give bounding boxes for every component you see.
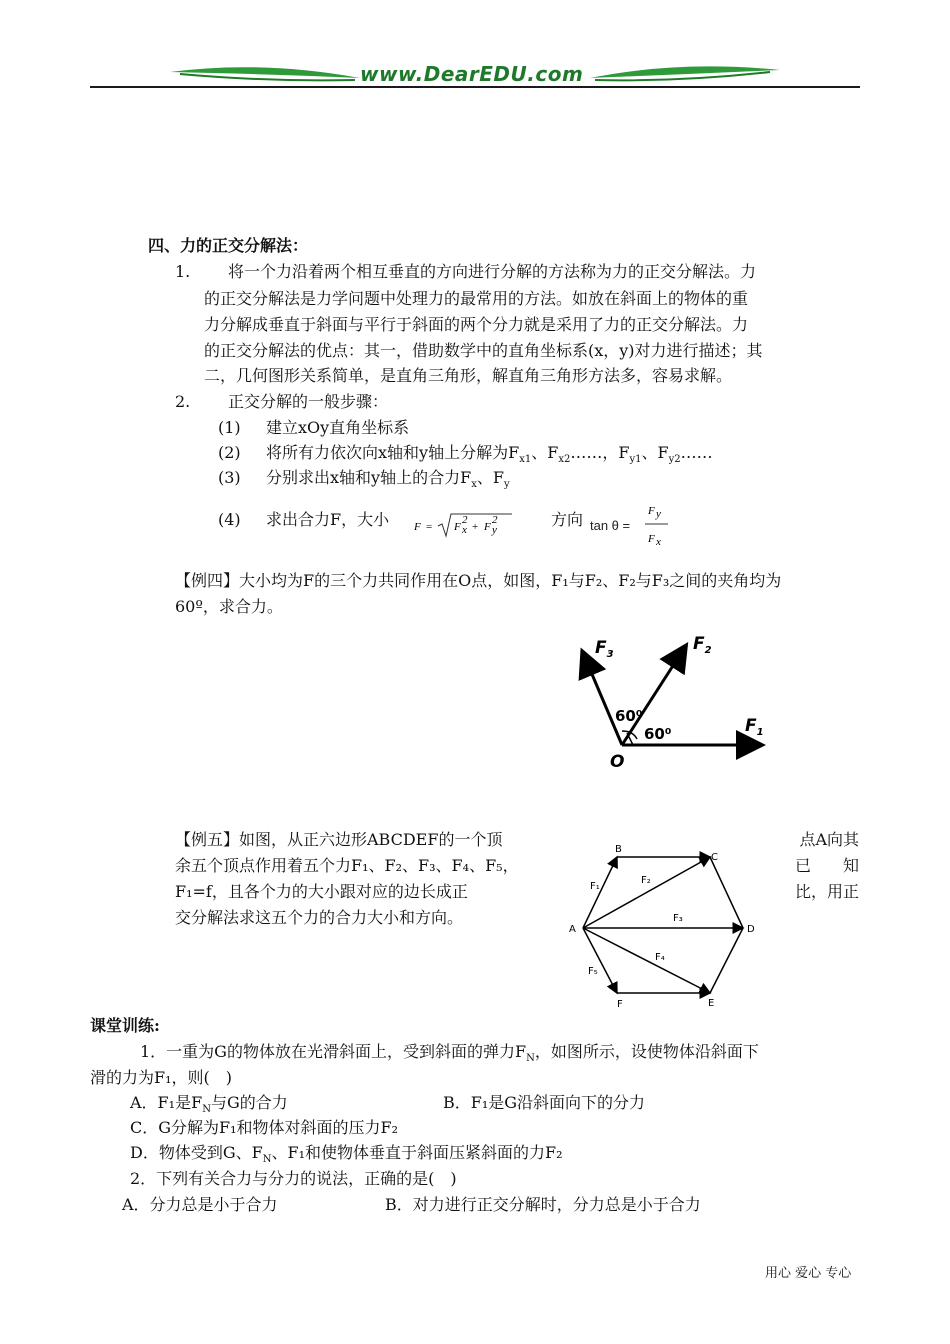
hexagon-diagram-example5 bbox=[565, 840, 765, 1010]
svg-text:2: 2 bbox=[492, 514, 498, 526]
item1-line2: 的正交分解法是力学问题中处理力的最常用的方法。如放在斜面上的物体的重 bbox=[204, 289, 749, 308]
origin-label: O bbox=[610, 752, 625, 772]
q2-option-a: A．分力总是小于合力 bbox=[122, 1195, 278, 1214]
svg-text:F: F bbox=[648, 505, 655, 517]
f2-label: $F_2$ bbox=[693, 634, 712, 656]
edge-cd bbox=[710, 857, 743, 928]
f1-arrow bbox=[583, 857, 617, 928]
example5-right-line3: 比，用正 bbox=[794, 882, 859, 901]
step1-number: (1) bbox=[218, 418, 241, 437]
vertex-a: A bbox=[569, 924, 576, 935]
force-diagram-example4 bbox=[575, 625, 775, 775]
section-title: 四、力的正交分解法： bbox=[148, 236, 309, 255]
header-leaf-left bbox=[170, 62, 360, 86]
item1-line4: 的正交分解法的优点：其一，借助数学中的直角坐标系(x，y)对力进行描述；其 bbox=[204, 341, 763, 360]
svg-text:y: y bbox=[656, 508, 661, 520]
svg-text:x: x bbox=[462, 524, 467, 536]
svg-text:=: = bbox=[426, 521, 433, 533]
label-f4: F₄ bbox=[655, 952, 665, 963]
label-f2: F₂ bbox=[641, 875, 651, 886]
step2-number: (2) bbox=[218, 443, 241, 462]
site-logo: www.DearEDU.com bbox=[360, 62, 584, 86]
f3-arrow bbox=[583, 653, 622, 745]
step1-text: 建立xOy直角坐标系 bbox=[266, 418, 410, 437]
step3-number: (3) bbox=[218, 468, 241, 487]
vertex-d: D bbox=[747, 924, 755, 935]
step4-text: 求出合力F，大小 bbox=[266, 510, 390, 529]
step2-text: 将所有力依次向x轴和y轴上分解为$F_{x1}$、$F_{x2}\dots\dots$，$F_{y1}$、$F_{y2}\dots\dots$ bbox=[266, 443, 713, 466]
footer-motto: 用心 爱心 专心 bbox=[765, 1266, 852, 1281]
q1-option-c: C．G分解为F₁和物体对斜面的压力F₂ bbox=[130, 1118, 399, 1137]
step3-text: 分别求出x轴和y轴上的合力$F_x$、$F_y$ bbox=[266, 468, 510, 491]
q1-option-a: A．F₁是$F_N$与G的合力 bbox=[130, 1093, 288, 1116]
item1-line3: 力分解成垂直于斜面与平行于斜面的两个分力就是采用了力的正交分解法。力 bbox=[204, 315, 749, 334]
q1-line2: 滑的力为F₁，则( ) bbox=[90, 1068, 233, 1087]
f2-arrow bbox=[583, 857, 710, 928]
example5-left-line2: 余五个顶点作用着五个力F₁、F₂、F₃、F₄、F₅， bbox=[175, 856, 519, 875]
vertex-f: F bbox=[617, 999, 623, 1010]
svg-text:2: 2 bbox=[462, 514, 468, 526]
edge-de bbox=[710, 928, 743, 993]
q1-option-d: D．物体受到G、$F_N$、F₁和使物体垂直于斜面压紧斜面的力F₂ bbox=[130, 1143, 563, 1166]
q2-option-b: B．对力进行正交分解时，分力总是小于合力 bbox=[385, 1195, 701, 1214]
example5-left-line1: 【例五】如图，从正六边形ABCDEF的一个顶 bbox=[175, 830, 503, 849]
example4-line1: 【例四】大小均为F的三个力共同作用在O点，如图，F₁与F₂、F₂与F₃之间的夹角均为 bbox=[175, 571, 782, 590]
q1-option-b: B．F₁是G沿斜面向下的分力 bbox=[443, 1093, 646, 1112]
f5-arrow bbox=[583, 928, 617, 993]
f4-arrow bbox=[583, 928, 710, 993]
magnitude-formula bbox=[412, 510, 517, 542]
item1-line1: 将一个力沿着两个相互垂直的方向进行分解的方法称为力的正交分解法。力 bbox=[228, 262, 757, 281]
angle-label-1: 60⁰ bbox=[615, 707, 643, 725]
item2-text: 正交分解的一般步骤： bbox=[228, 392, 389, 411]
label-f5: F₅ bbox=[588, 966, 598, 977]
svg-text:F: F bbox=[454, 521, 461, 533]
q2-stem: 2．下列有关合力与分力的说法，正确的是( ) bbox=[130, 1169, 457, 1188]
step4-number: (4) bbox=[218, 510, 241, 529]
svg-text:F: F bbox=[484, 521, 491, 533]
header-leaf-right bbox=[590, 62, 780, 86]
vertex-e: E bbox=[708, 998, 715, 1009]
angle-label-2: 60⁰ bbox=[644, 725, 672, 743]
vertex-b: B bbox=[615, 844, 622, 855]
example5-right-line2: 已 知 bbox=[794, 856, 859, 875]
tan-label: tan θ = bbox=[590, 518, 631, 533]
example5-right-line1: 点A向其 bbox=[799, 830, 859, 849]
example4-line2: 60º，求合力。 bbox=[175, 597, 283, 616]
f1-label: $F_1$ bbox=[745, 716, 764, 738]
step4-direction-label: 方向 bbox=[551, 510, 584, 529]
item1-line5: 二，几何图形关系简单，是直角三角形，解直角三角形方法多，容易求解。 bbox=[204, 366, 733, 385]
svg-text:F: F bbox=[648, 533, 655, 545]
svg-text:y: y bbox=[492, 524, 497, 536]
item2-number: 2. bbox=[175, 392, 191, 411]
header-rule bbox=[90, 86, 860, 88]
example5-left-line3: F₁=f，且各个力的大小跟对应的边长成正 bbox=[175, 882, 468, 901]
item1-number: 1. bbox=[175, 262, 191, 281]
direction-formula bbox=[642, 500, 672, 552]
f3-label: $F_3$ bbox=[595, 638, 614, 660]
svg-text:x: x bbox=[656, 536, 661, 548]
vertex-c: C bbox=[711, 852, 718, 863]
label-f1: F₁ bbox=[590, 881, 600, 892]
svg-text:+: + bbox=[472, 521, 479, 533]
svg-text:F: F bbox=[414, 521, 421, 533]
practice-title: 课堂训练: bbox=[90, 1016, 160, 1035]
label-f3: F₃ bbox=[673, 913, 683, 924]
example5-left-line4: 交分解法求这五个力的合力大小和方向。 bbox=[175, 908, 464, 927]
q1-line1: 1．一重为G的物体放在光滑斜面上，受到斜面的弹力$F_N$，如图所示，设使物体沿斜面下 bbox=[140, 1042, 759, 1065]
